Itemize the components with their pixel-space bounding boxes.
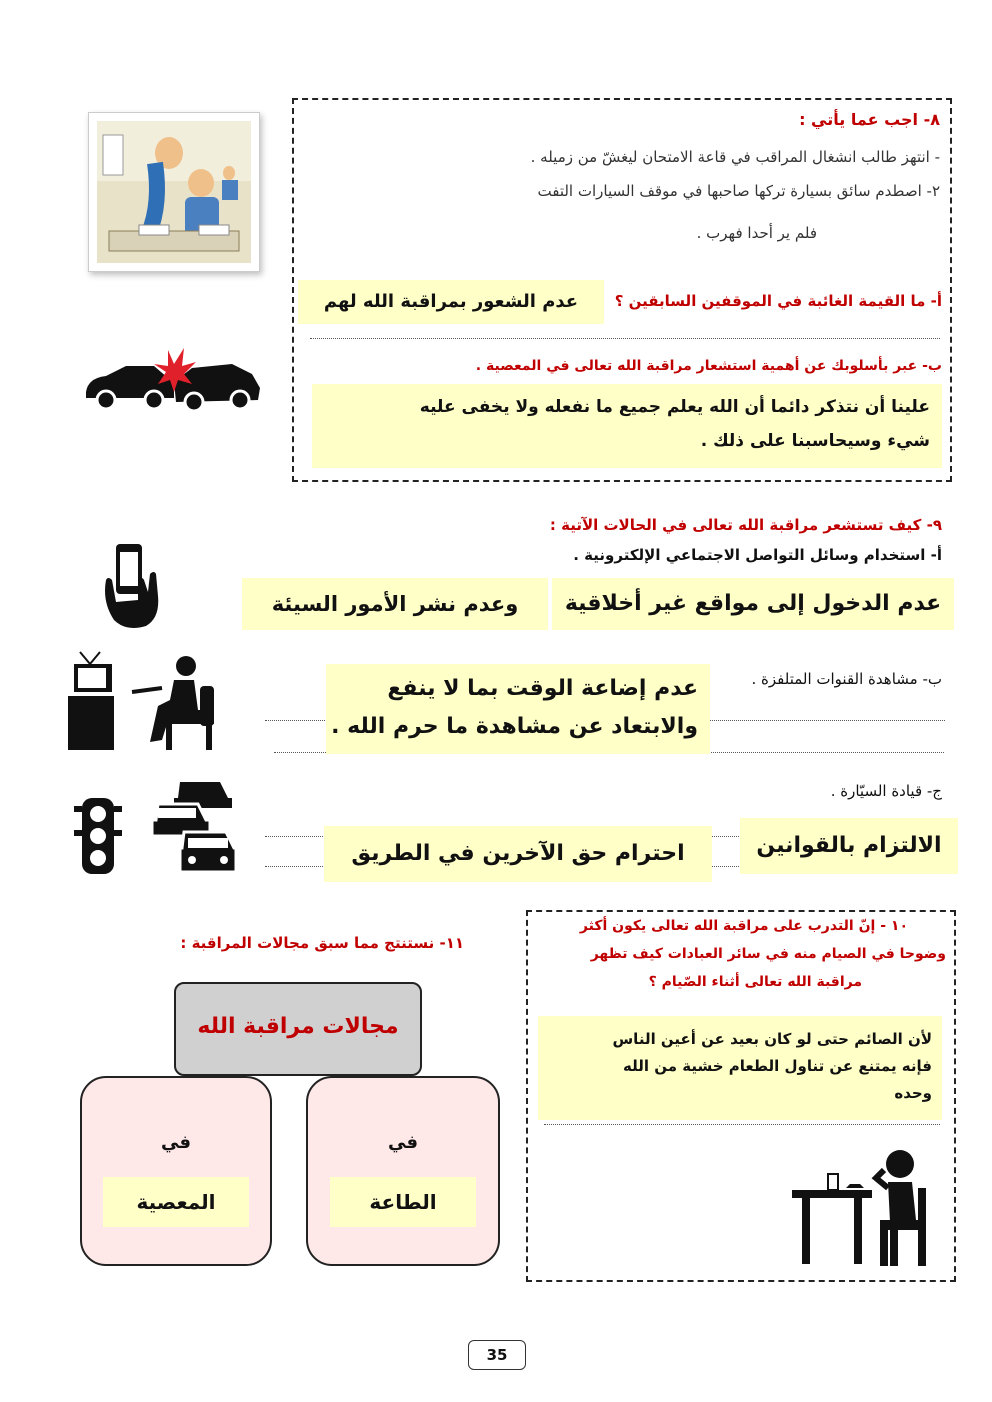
q9-a-answer1: عدم الدخول إلى مواقع غير أخلاقية: [552, 578, 954, 630]
q11-right-box: [306, 1076, 500, 1266]
q10-answer-line1: لأن الصائم حتى لو كان بعيد عن أعين الناس: [612, 1030, 932, 1048]
q8-answer-b-line1: علينا أن نتذكر دائما أن الله يعلم جميع ما نفعله ولا يخفى عليه: [419, 397, 930, 417]
q9-title: ٩- كيف تستشعر مراقبة الله تعالى في الحالات الآتية :: [549, 516, 942, 534]
tv-watching-icon: [66, 650, 216, 752]
exam-cartoon-image: [88, 112, 260, 272]
q9-c-answer1: الالتزام بالقوانين: [740, 818, 958, 874]
q8-dotted-line: [310, 338, 940, 339]
q9-b-label: ب- مشاهدة القنوات المتلفزة .: [751, 670, 942, 688]
q11-left-value: المعصية: [103, 1177, 249, 1227]
q8-line1: - انتهز طالب انشغال المراقب في قاعة الامتحان ليغشّ من زميله .: [530, 148, 940, 166]
q9-c-answer2: احترام حق الآخرين في الطريق: [324, 826, 712, 882]
q10-answer-line3: وحده: [894, 1084, 932, 1102]
q8-title: ٨- اجب عما يأتي :: [799, 110, 940, 129]
q10-answer: [538, 1016, 942, 1120]
q10-answer-line2: فإنه يمتنع عن تناول الطعام خشية من الله: [623, 1057, 932, 1075]
q9-b-answer: [326, 664, 710, 754]
q8-answer-b-line2: شيء وسيحاسبنا على ذلك .: [700, 431, 930, 451]
q11-right-prefix: في: [388, 1132, 418, 1153]
q10-title-line1: ١٠ - إنّ التدرب على مراقبة الله تعالى يكون أكثر: [579, 918, 908, 934]
q9-b-answer-line1: عدم إضاعة الوقت بما لا ينفع: [387, 676, 698, 701]
q11-left-box: [80, 1076, 272, 1266]
q10-title-line3: مراقبة الله تعالى أثناء الصّيام ؟: [648, 974, 862, 990]
traffic-light-icon: [72, 794, 124, 878]
q9-a-label: أ- استخدام وسائل التواصل الاجتماعي الإلكترونية .: [573, 546, 942, 564]
q9-c-label: ج- قيادة السيّارة .: [830, 782, 942, 800]
traffic-cars-icon: [150, 780, 238, 880]
page-number: 35: [486, 1346, 508, 1364]
page-number-box: [468, 1340, 526, 1370]
q11-right-value: الطاعة: [330, 1177, 476, 1227]
q10-dotted-line: [544, 1124, 940, 1125]
q9-a-answer2: وعدم نشر الأمور السيئة: [242, 578, 548, 630]
q8-line3: فلم ير أحدا فهرب .: [696, 224, 817, 242]
car-crash-icon: [82, 340, 266, 420]
hand-phone-icon: [98, 540, 168, 632]
q11-root-box: [174, 982, 422, 1076]
q8-line2: ٢- اصطدم سائق بسيارة تركها صاحبها في موقف السيارات التفت: [537, 182, 940, 200]
q8-question-a: أ- ما القيمة الغائبة في الموقفين السابقين ؟: [614, 292, 942, 310]
person-at-table-icon: [790, 1148, 940, 1268]
q11-left-prefix: في: [161, 1132, 191, 1153]
q10-title-line2: وضوحا في الصيام منه في سائر العبادات كيف تظهر: [590, 946, 946, 962]
q8-question-b: ب- عبر بأسلوبك عن أهمية استشعار مراقبة الله تعالى في المعصية .: [475, 358, 942, 374]
q9-b-answer-line2: والابتعاد عن مشاهدة ما حرم الله .: [331, 714, 698, 739]
q11-title: ١١- نستنتج مما سبق مجالات المراقبة :: [180, 934, 464, 952]
q8-answer-b: [312, 384, 942, 468]
q11-root-label: مجالات مراقبة الله: [197, 1014, 399, 1039]
q8-answer-a: عدم الشعور بمراقبة الله لهم: [298, 280, 604, 324]
